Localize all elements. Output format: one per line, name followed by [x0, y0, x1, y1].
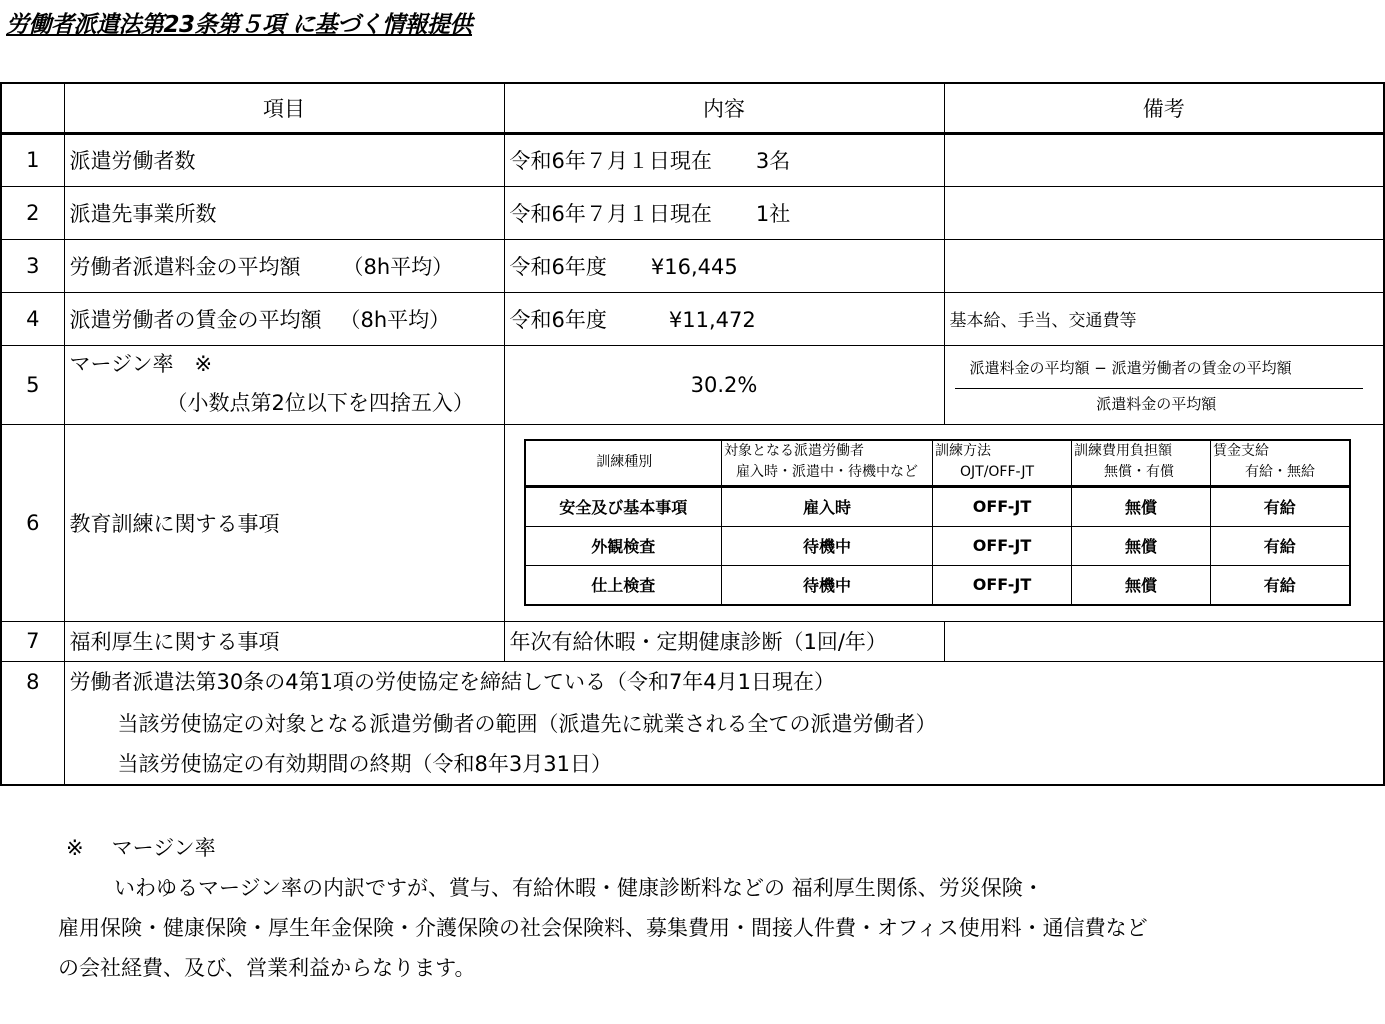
row-content: 30.2%: [504, 345, 944, 424]
item-label: マージン率 ※: [69, 351, 213, 376]
table-row: [1, 661, 1384, 785]
row-number: 5: [1, 345, 64, 424]
info-table: [0, 82, 1385, 786]
content-value: ¥16,445: [650, 254, 738, 279]
table-row: [1, 239, 1384, 292]
training-header-target: [722, 440, 933, 487]
item-label: 労働者派遣料金の平均額: [69, 254, 301, 279]
footnote-line: の会社経費、及び、営業利益からなります。: [58, 956, 476, 980]
header-sub: OJT/OFF-JT: [960, 463, 1035, 480]
training-row: [525, 565, 1350, 605]
row-content: [504, 292, 944, 345]
training-target: 待機中: [722, 526, 933, 565]
row-number: 3: [1, 239, 64, 292]
row-number: 1: [1, 133, 64, 186]
header-number-cell: [1, 83, 64, 133]
training-header-cost: [1072, 440, 1211, 487]
row-item: 派遣先事業所数: [64, 186, 504, 239]
formula-numerator: 派遣料金の平均額 − 派遣労働者の賃金の平均額: [969, 358, 1292, 377]
table-row: [1, 345, 1384, 424]
row-content: [504, 239, 944, 292]
footnote-line: 雇用保険・健康保険・厚生年金保険・介護保険の社会保険料、募集費用・間接人件費・オフィス使用料・通信費など: [58, 916, 1148, 940]
content-date: 令和6年７月１日現在: [509, 149, 712, 173]
row-number: 2: [1, 186, 64, 239]
item-label: 派遣労働者の賃金の平均額: [69, 307, 322, 332]
header-sub: 無償・有償: [1104, 463, 1174, 480]
training-header-row: [525, 440, 1350, 487]
row-content: [504, 133, 944, 186]
row-remarks: [944, 239, 1384, 292]
table-row: [1, 292, 1384, 345]
header-remarks: 備考: [944, 83, 1384, 133]
training-method: OFF-JT: [933, 565, 1072, 605]
formula-denominator: 派遣料金の平均額: [1096, 394, 1217, 413]
training-target: 雇入時: [722, 486, 933, 526]
header-label: 対象となる派遣労働者: [724, 442, 864, 459]
content-value: 3名: [755, 149, 791, 173]
training-cell: [504, 424, 1384, 621]
training-table: [524, 439, 1351, 606]
content-value: ¥11,472: [668, 307, 756, 332]
margin-formula: [944, 345, 1384, 424]
table-row: [1, 133, 1384, 186]
agreement-scope: 当該労使協定の対象となる派遣労働者の範囲（派遣先に就業される全ての派遣労働者）: [117, 711, 937, 736]
training-cost: 無償: [1072, 565, 1211, 605]
row-content: 年次有給休暇・定期健康診断（1回/年）: [504, 621, 944, 661]
item-note: （小数点第2位以下を四捨五入）: [166, 390, 474, 415]
row-item: 教育訓練に関する事項: [64, 424, 504, 621]
header-sub: 有給・無給: [1245, 463, 1315, 480]
training-row: [525, 526, 1350, 565]
training-row: [525, 486, 1350, 526]
training-wage: 有給: [1211, 526, 1350, 565]
content-date: 令和6年７月１日現在: [509, 201, 712, 226]
row-remarks: [944, 133, 1384, 186]
header-content: 内容: [504, 83, 944, 133]
table-row: [1, 621, 1384, 661]
row-remarks: [944, 186, 1384, 239]
training-cost: 無償: [1072, 486, 1211, 526]
content-value: 1社: [755, 201, 791, 226]
row-item: 福利厚生に関する事項: [64, 621, 504, 661]
content-date: 令和6年度: [509, 254, 607, 279]
row-number: 4: [1, 292, 64, 345]
training-method: OFF-JT: [933, 526, 1072, 565]
training-wage: 有給: [1211, 565, 1350, 605]
training-header-method: [933, 440, 1072, 487]
footnote-title: マージン率: [111, 836, 216, 860]
table-row: [1, 424, 1384, 621]
row-item: [64, 239, 504, 292]
training-wage: 有給: [1211, 486, 1350, 526]
page-title: 労働者派遣法第23条第５項 に基づく情報提供: [6, 12, 473, 38]
footnote-heading: [66, 828, 1148, 868]
row-number: 6: [1, 424, 64, 621]
row-number: 7: [1, 621, 64, 661]
header-sub: 雇入時・派遣中・待機中など: [736, 463, 918, 480]
training-header-type: 訓練種別: [525, 440, 722, 487]
header-label: 訓練費用負担額: [1074, 442, 1172, 459]
content-date: 令和6年度: [509, 307, 607, 332]
agreement-term: 当該労使協定の有効期間の終期（令和8年3月31日）: [117, 751, 612, 776]
footnote: [58, 828, 1148, 988]
training-type: 安全及び基本事項: [525, 486, 722, 526]
header-item: 項目: [64, 83, 504, 133]
table-row: [1, 186, 1384, 239]
training-header-wage: [1211, 440, 1350, 487]
agreement-cell: [64, 661, 1384, 785]
row-item: [64, 345, 504, 424]
item-suffix: （8h平均）: [342, 254, 454, 279]
header-label: 訓練方法: [935, 442, 991, 459]
footnote-line: いわゆるマージン率の内訳ですが、賞与、有給休暇・健康診断料などの 福利厚生関係、労災保険・: [114, 876, 1044, 900]
training-target: 待機中: [722, 565, 933, 605]
agreement-line: 労働者派遣法第30条の4第1項の労使協定を締結している（令和7年4月1日現在）: [69, 669, 836, 694]
training-type: 仕上検査: [525, 565, 722, 605]
training-method: OFF-JT: [933, 486, 1072, 526]
row-remarks: 基本給、手当、交通費等: [944, 292, 1384, 345]
header-label: 賃金支給: [1213, 442, 1269, 459]
training-cost: 無償: [1072, 526, 1211, 565]
table-header-row: [1, 83, 1384, 133]
row-number: 8: [1, 661, 64, 785]
training-type: 外観検査: [525, 526, 722, 565]
row-item: 派遣労働者数: [64, 133, 504, 186]
row-item: [64, 292, 504, 345]
footnote-mark: ※: [66, 836, 84, 860]
row-content: [504, 186, 944, 239]
item-suffix: （8h平均）: [339, 307, 451, 332]
row-remarks: [944, 621, 1384, 661]
